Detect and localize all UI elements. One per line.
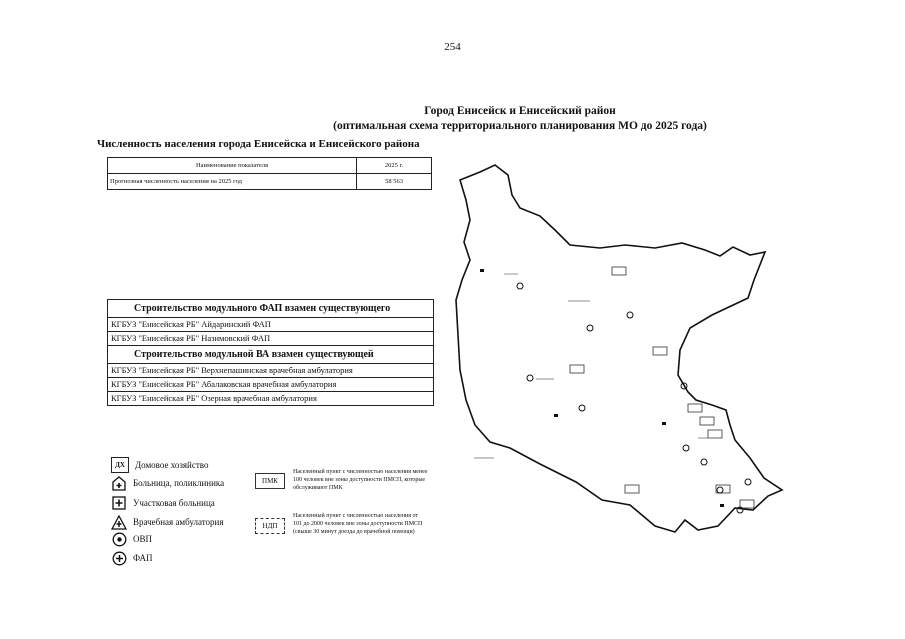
row-value: 58 563 <box>357 174 432 190</box>
map-household-marker <box>662 422 666 425</box>
map-tag <box>625 485 639 493</box>
legend-ambulatory: Врачебная амбулатория <box>111 515 224 529</box>
map-household-marker <box>480 269 484 272</box>
map-household-marker <box>554 414 558 417</box>
map-tags <box>570 267 754 508</box>
map-fap-markers <box>527 312 751 485</box>
map-ovp-marker <box>579 405 585 411</box>
legend-fap: ФАП <box>111 551 153 565</box>
table-row <box>108 174 432 190</box>
district-map <box>450 160 790 535</box>
map-household-marker <box>720 504 724 507</box>
map-fap-marker <box>745 479 751 485</box>
hospital-icon <box>111 476 127 490</box>
page-subtitle: (оптимальная схема территориального планирования МО до 2025 года) <box>333 120 707 132</box>
map-ovp-marker <box>587 325 593 331</box>
table-row <box>108 318 434 332</box>
table-row <box>108 364 434 378</box>
section-title-va: Строительство модульной ВА взамен существующей <box>108 346 434 364</box>
table-row <box>108 378 434 392</box>
map-household-markers <box>480 269 724 507</box>
header-indicator: Наименование показателя <box>108 158 357 174</box>
ambulatory-icon <box>111 515 127 529</box>
ndp-tag: НДП <box>255 518 285 534</box>
page-title: Город Енисейск и Енисейский район <box>424 105 616 117</box>
pmk-tag: ПМК <box>255 473 285 489</box>
map-tag <box>700 417 714 425</box>
map-tag <box>740 500 754 508</box>
map-ovp-marker <box>683 445 689 451</box>
map-ovp-marker <box>717 487 723 493</box>
ovp-icon <box>111 532 127 546</box>
list-item: КГБУЗ "Енисейская РБ" Айдаринский ФАП <box>108 318 434 332</box>
list-item: КГБУЗ "Енисейская РБ" Абалаковская врачебная амбулатория <box>108 378 434 392</box>
page-number: 254 <box>444 41 461 53</box>
row-label: Прогнозная численность населения на 2025 год <box>108 174 357 190</box>
list-item: КГБУЗ "Енисейская РБ" Назимовский ФАП <box>108 332 434 346</box>
map-place-names <box>474 274 718 458</box>
list-item: КГБУЗ "Енисейская РБ" Верхнепашинская врачебная амбулатория <box>108 364 434 378</box>
table-header-row <box>108 158 432 174</box>
ndp-note: Населенный пункт с численностью населения от 101 до 2000 человек вне зоны доступности ПМСП (свыше 30 минут доезда до врачебной помощи) <box>293 513 423 535</box>
map-tag <box>688 404 702 412</box>
household-icon: ДХ <box>111 457 129 473</box>
legend-ovp: ОВП <box>111 532 152 546</box>
map-fap-marker <box>627 312 633 318</box>
district-boundary <box>456 165 782 532</box>
map-ovp-marker <box>517 283 523 289</box>
map-fap-marker <box>527 375 533 381</box>
table-row <box>108 392 434 406</box>
map-tag <box>612 267 626 275</box>
legend-district-hospital: Участковая больница <box>111 496 215 510</box>
map-tag <box>653 347 667 355</box>
section-title-fap: Строительство модульного ФАП взамен существующего <box>108 300 434 318</box>
header-year: 2025 г. <box>357 158 432 174</box>
pmk-note: Населенный пункт с численностью населения менее 100 человек вне зоны доступности ПМСП, которые обслуживают ПМК <box>293 469 428 491</box>
table-row <box>108 332 434 346</box>
population-table <box>107 157 432 190</box>
construction-table <box>107 299 434 406</box>
map-fap-marker <box>701 459 707 465</box>
map-tag <box>708 430 722 438</box>
legend-hospital: Больница, поликлиника <box>111 476 224 490</box>
population-heading: Численность населения города Енисейска и Енисейского района <box>97 138 420 150</box>
map-tag <box>570 365 584 373</box>
district-hospital-icon <box>111 496 127 510</box>
list-item: КГБУЗ "Енисейская РБ" Озерная врачебная амбулатория <box>108 392 434 406</box>
fap-icon <box>111 551 127 565</box>
legend-household: ДХ Домовое хозяйство <box>111 457 209 473</box>
